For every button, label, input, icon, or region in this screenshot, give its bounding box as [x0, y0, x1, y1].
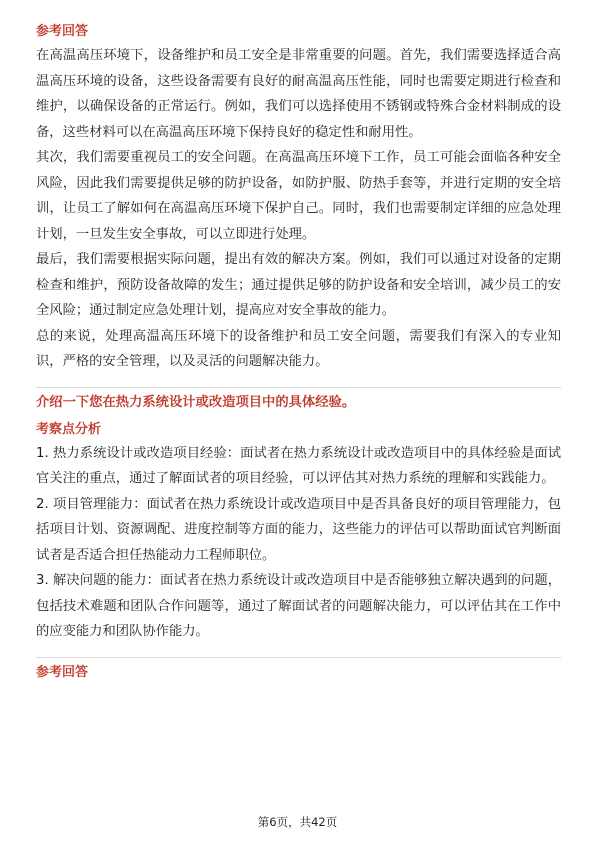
reference-answer-heading: 参考回答: [36, 24, 89, 39]
answer-paragraph: 在高温高压环境下，设备维护和员工安全是非常重要的问题。首先，我们需要选择适合高温高压环境的设备，这些设备需要有良好的耐高温高压性能，同时也需要定期进行检查和维护，以确保设备的正常运行。例如，我们可以选择使用不锈钢或特殊合金材料制成的设备，这些材料可以在高温高压环境下保持良好的稳定性和耐用性。: [36, 48, 561, 140]
page-content: [36, 17, 561, 684]
section-divider: [36, 657, 561, 658]
analysis-item: 3. 解决问题的能力：面试者在热力系统设计或改造项目中是否能够独立解决遇到的问题，包括技术难题和团队合作问题等，通过了解面试者的问题解决能力，可以评估其在工作中的应变能力和团队协作能力。: [36, 573, 561, 639]
analysis-heading: 考察点分析: [36, 421, 102, 437]
answer-paragraph: 总的来说，处理高温高压环境下的设备维护和员工安全问题，需要我们有深入的专业知识，严格的安全管理，以及灵活的问题解决能力。: [36, 328, 561, 369]
page-number: 第6页，共42页: [257, 815, 338, 829]
section-divider: [36, 387, 561, 388]
analysis-item: 2. 项目管理能力：面试者在热力系统设计或改造项目中是否具备良好的项目管理能力，包括项目计划、资源调配、进度控制等方面的能力，这些能力的评估可以帮助面试官判断面试者是否适合担任热能动力工程师职位。: [36, 496, 561, 563]
reference-answer-heading: 参考回答: [36, 664, 89, 680]
analysis-item: 1. 热力系统设计或改造项目经验：面试者在热力系统设计或改造项目中的具体经验是面试官关注的重点，通过了解面试者的项目经验，可以评估其对热力系统的理解和实践能力。: [36, 445, 561, 486]
interview-question: 介绍一下您在热力系统设计或改造项目中的具体经验。: [36, 394, 356, 410]
answer-paragraph: 其次，我们需要重视员工的安全问题。在高温高压环境下工作，员工可能会面临各种安全风险，因此我们需要提供足够的防护设备，如防护服、防热手套等，并进行定期的安全培训，让员工了解如何在高温高压环境下保护自己。同时，我们也需要制定详细的应急处理计划，一旦发生安全事故，可以立即进行处理。: [36, 150, 561, 242]
answer-paragraph: 最后，我们需要根据实际问题，提出有效的解决方案。例如，我们可以通过对设备的定期检查和维护，预防设备故障的发生；通过提供足够的防护设备和安全培训，减少员工的安全风险；通过制定应急处理计划，提高应对安全事故的能力。: [36, 252, 561, 318]
